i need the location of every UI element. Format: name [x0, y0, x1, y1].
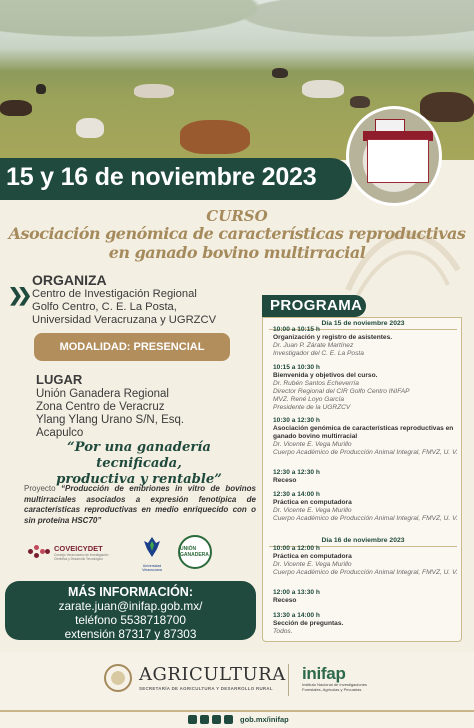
- social-links: [188, 715, 289, 724]
- item-speaker: Dr. Vicente E. Vega Murillo: [273, 560, 352, 568]
- date-banner: [0, 158, 352, 200]
- programa-item: [273, 589, 459, 605]
- lugar-line: Zona Centro de Veracruz: [36, 401, 165, 413]
- coveicydet-name: COVEICYDET: [54, 543, 103, 553]
- item-speaker: Dr. Vicente E. Vega Murillo: [273, 506, 352, 514]
- coveicydet-subtitle: Consejo Veracruzano de Investigación Científica y Desarrollo Tecnológico: [54, 552, 109, 561]
- cow-figure: [0, 100, 32, 116]
- item-time: 12:30 a 12:30 h: [273, 469, 320, 476]
- lugar-heading: LUGAR: [36, 372, 83, 387]
- item-title: Práctica en computadora: [273, 552, 352, 560]
- footer-band: [0, 710, 474, 712]
- item-speaker: Dr. Vicente E. Vega Murillo: [273, 440, 352, 448]
- agricultura-subtitle: SECRETARÍA DE AGRICULTURA Y DESARROLLO RURAL: [139, 686, 273, 691]
- programa-item: [273, 491, 459, 523]
- cow-figure: [76, 118, 104, 138]
- course-title-line1: Asociación genómica de características reproductivas: [8, 224, 466, 243]
- cow-figure: [134, 84, 174, 98]
- item-title: Receso: [273, 476, 297, 484]
- item-title: Asociación genómica de características reproductivas en ganado bovino multirracial: [273, 424, 454, 440]
- item-speaker: Cuerpo Académico de Producción Animal Integral, FMVZ, U. V.: [273, 514, 458, 522]
- coveicydet-logo: [28, 537, 126, 567]
- item-title: Receso: [273, 596, 297, 604]
- lugar-line: Ylang Ylang Urano S/N, Esq.: [36, 414, 185, 426]
- union-ganadera-logo: [178, 535, 212, 569]
- modalidad-badge: MODALIDAD: PRESENCIAL: [34, 333, 230, 361]
- programa-item: [273, 417, 459, 457]
- uv-caption: Universidad Veracruzana: [142, 564, 162, 572]
- item-time: 13:30 a 14:00 h: [273, 612, 320, 619]
- organiza-line: Golfo Centro, C. E. La Posta,: [32, 301, 177, 313]
- uv-logo: [134, 535, 170, 572]
- programa-item: [273, 326, 459, 358]
- contact-email[interactable]: zarate.juan@inifap.gob.mx/: [58, 599, 203, 613]
- cow-figure: [302, 80, 344, 98]
- programa-item: [273, 469, 459, 485]
- organiza-line: Universidad Veracruzana y UGRZCV: [32, 314, 217, 326]
- contact-info-box: [5, 581, 256, 640]
- contact-heading: MÁS INFORMACIÓN:: [68, 585, 193, 599]
- course-title-line2: en ganado bovino multirracial: [108, 243, 366, 262]
- programa-item: [273, 612, 459, 636]
- cow-figure: [272, 68, 288, 78]
- cow-figure: [180, 120, 250, 154]
- agricultura-logo-text: AGRICULTURA: [139, 664, 286, 685]
- item-speaker: MVZ. René Loyo García: [273, 395, 345, 403]
- programa-box: [262, 317, 462, 642]
- course-kicker: CURSO: [206, 207, 268, 225]
- item-title: Sección de preguntas.: [273, 619, 344, 627]
- item-speaker: Todos.: [273, 627, 293, 635]
- item-speaker: Cuerpo Académico de Producción Animal Integral, FMVZ, U. V.: [273, 448, 458, 456]
- youtube-icon[interactable]: [224, 715, 233, 724]
- item-speaker: Cuerpo Académico de Producción Animal Integral, FMVZ, U. V.: [273, 568, 458, 576]
- footer: [0, 652, 474, 728]
- website-link[interactable]: gob.mx/inifap: [240, 715, 289, 724]
- inifap-logo-text: inifap: [302, 664, 346, 683]
- twitter-icon[interactable]: [200, 715, 209, 724]
- facebook-icon[interactable]: [188, 715, 197, 724]
- event-dates: 15 y 16 de noviembre 2023: [6, 163, 317, 191]
- project-description: [24, 484, 256, 526]
- cow-figure: [420, 92, 474, 122]
- uv-emblem-icon: [140, 535, 164, 559]
- partner-logos: [28, 535, 250, 572]
- contact-extension: extensión 87317 y 87303: [64, 627, 197, 642]
- instagram-icon[interactable]: [212, 715, 221, 724]
- slogan-line: productiva y rentable”: [56, 472, 222, 487]
- experimental-station-photo: [346, 106, 442, 206]
- item-title: Organización y registro de asistentes.: [273, 333, 393, 341]
- trees-background: [0, 0, 474, 75]
- decorative-pattern-icon: [338, 210, 468, 300]
- mexico-emblem-icon: [104, 664, 132, 692]
- cow-figure: [350, 96, 370, 108]
- item-speaker: Presidente de la UGRZCV: [273, 403, 351, 411]
- organiza-text: [32, 288, 216, 327]
- station-wall: [367, 139, 429, 183]
- item-speaker: Dr. Juan P. Zárate Martínez: [273, 341, 354, 349]
- lugar-line: Unión Ganadera Regional: [36, 388, 169, 400]
- item-time: 10:00 a 12:00 h: [273, 545, 320, 552]
- slogan-quote: [24, 440, 254, 488]
- programa-item: [273, 545, 459, 577]
- programa-day1: Día 15 de noviembre 2023: [321, 320, 405, 327]
- lugar-line: Acapulco: [36, 427, 84, 439]
- item-time: 12:00 a 13:30 h: [273, 589, 320, 596]
- programa-item: [273, 364, 459, 411]
- inifap-subtitle: Instituto Nacional de Investigaciones Forestales, Agrícolas y Pecuarias: [302, 682, 367, 692]
- double-chevron-icon: ❯❯: [8, 285, 27, 305]
- programa-day2: Día 16 de noviembre 2023: [321, 537, 405, 544]
- item-time: 10:15 a 10:30 h: [273, 364, 320, 371]
- coveicydet-dots-icon: [28, 545, 50, 559]
- programa-heading: PROGRAMA: [262, 295, 366, 317]
- cow-figure: [36, 84, 46, 94]
- item-time: 10:30 a 12:30 h: [273, 417, 320, 424]
- lugar-text: [36, 388, 184, 440]
- project-label: Proyecto: [24, 484, 62, 493]
- organiza-heading: ORGANIZA: [32, 272, 107, 288]
- footer-divider: [288, 664, 289, 696]
- organiza-line: Centro de Investigación Regional: [32, 288, 197, 300]
- item-speaker: Investigador del C. E. La Posta: [273, 349, 364, 357]
- item-title: Práctica en computadora: [273, 498, 352, 506]
- item-time: 10:00 a 10:15 h: [273, 326, 320, 333]
- contact-phone: teléfono 5538718700: [75, 613, 186, 628]
- slogan-line: “Por una ganadería tecnificada,: [67, 440, 211, 471]
- project-title: “Producción de embriones in vitro de bovinos multirraciales asociados a expresión fenotípica de características reproductivas en medio enriquecido con o sin proteína HSC70”: [24, 484, 256, 525]
- item-speaker: Dr. Rubén Santos Echeverría: [273, 379, 359, 387]
- item-title: Bienvenida y objetivos del curso.: [273, 371, 378, 379]
- item-speaker: Director Regional del CIR Golfo Centro INIFAP: [273, 387, 410, 395]
- item-time: 12:30 a 14:00 h: [273, 491, 320, 498]
- union-ganadera-text: UNIÓN GANADERA: [180, 546, 209, 558]
